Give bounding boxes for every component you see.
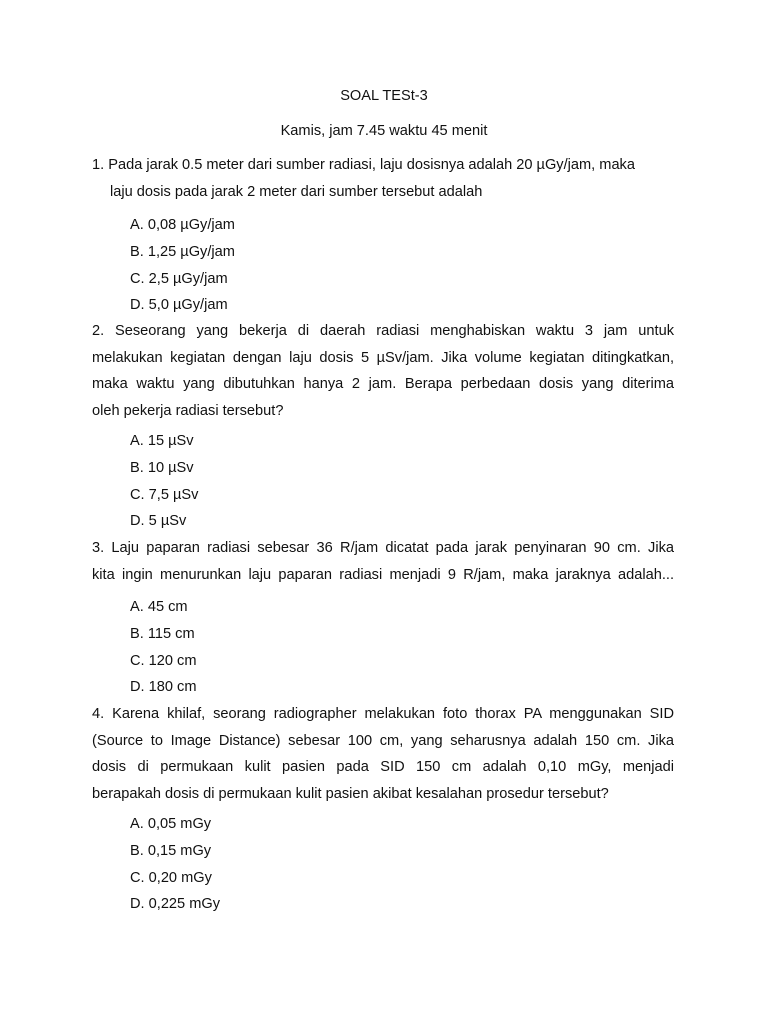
question-4-option-c: C. 0,20 mGy <box>130 869 212 886</box>
question-3-option-b: B. 115 cm <box>130 625 195 642</box>
question-1-option-c: C. 2,5 µGy/jam <box>130 270 228 287</box>
question-4-line-3: dosis di permukaan kulit pasien pada SID 150 cm adalah 0,10 mGy, menjadi <box>92 759 674 775</box>
question-2-line-4: oleh pekerja radiasi tersebut? <box>92 402 284 419</box>
question-4-option-d: D. 0,225 mGy <box>130 896 221 913</box>
question-2-line-1: 2. Seseorang yang bekerja di daerah radiasi menghabiskan waktu 3 jam untuk <box>92 323 674 339</box>
question-4 <box>92 701 674 807</box>
question-4-option-a: A. 0,05 mGy <box>130 816 212 832</box>
question-2-line-3: maka waktu yang dibutuhkan hanya 2 jam. Berapa perbedaan dosis yang diterima <box>92 376 674 392</box>
question-3-option-c: C. 120 cm <box>130 652 197 669</box>
question-3-option-a: A. 45 cm <box>130 599 188 615</box>
question-3-line-1: 3. Laju paparan radiasi sebesar 36 R/jam dicatat pada jarak penyinaran 90 cm. Jika <box>92 540 674 556</box>
question-1-option-b: B. 1,25 µGy/jam <box>130 243 235 260</box>
question-4-line-1: 4. Karena khilaf, seorang radiographer melakukan foto thorax PA menggunakan SID <box>92 706 674 722</box>
question-3-line-2: kita ingin menurunkan laju paparan radiasi menjadi 9 R/jam, maka jaraknya adalah... <box>92 566 674 583</box>
document-title: SOAL TESt-3 <box>340 88 428 104</box>
question-4-option-b: B. 0,15 mGy <box>130 842 212 859</box>
question-2-option-c: C. 7,5 µSv <box>130 486 199 503</box>
document-subtitle: Kamis, jam 7.45 waktu 45 menit <box>280 123 488 139</box>
question-1-option-a: A. 0,08 µGy/jam <box>130 217 235 233</box>
question-2-option-b: B. 10 µSv <box>130 459 194 476</box>
question-4-line-4: berapakah dosis di permukaan kulit pasien akibat kesalahan prosedur tersebut? <box>92 785 609 802</box>
question-2-line-2: melakukan kegiatan dengan laju dosis 5 µSv/jam. Jika volume kegiatan ditingkatkan, <box>92 349 674 366</box>
question-1-line-2: laju dosis pada jarak 2 meter dari sumber tersebut adalah <box>110 183 483 200</box>
question-1-options <box>130 212 235 319</box>
question-2 <box>92 318 674 424</box>
question-3 <box>92 535 674 588</box>
question-3-options <box>130 594 197 701</box>
question-2-option-d: D. 5 µSv <box>130 513 187 530</box>
question-4-line-2: (Source to Image Distance) sebesar 100 cm, yang seharusnya adalah 150 cm. Jika <box>92 732 674 749</box>
question-1-option-d: D. 5,0 µGy/jam <box>130 297 228 314</box>
question-2-option-a: A. 15 µSv <box>130 433 194 449</box>
question-2-options <box>130 428 198 535</box>
question-4-options <box>130 811 220 918</box>
question-1 <box>92 152 674 205</box>
question-1-line-1: 1. Pada jarak 0.5 meter dari sumber radiasi, laju dosisnya adalah 20 µGy/jam, maka <box>92 157 635 173</box>
question-3-option-d: D. 180 cm <box>130 679 197 696</box>
